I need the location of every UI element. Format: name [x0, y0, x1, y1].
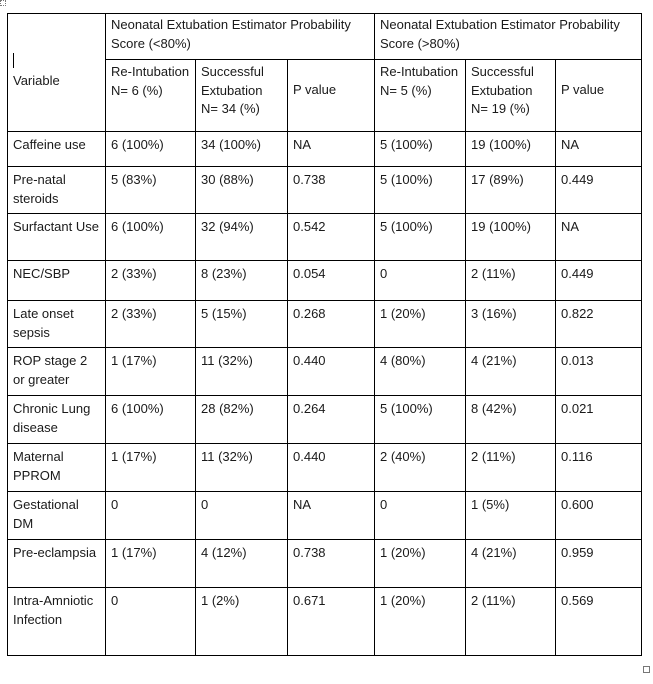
g2-reintubation-cell[interactable] [375, 348, 466, 396]
g2-pvalue-header-cell[interactable] [556, 60, 642, 132]
g2-reintubation-value: 5 (100%) [380, 401, 433, 416]
g1-reintubation-value: 0 [111, 593, 119, 608]
g1-successful-cell[interactable] [196, 492, 288, 540]
table-row [8, 261, 642, 301]
g2-reintubation-value: 1 (20%) [380, 306, 426, 321]
g1-pvalue-header-cell[interactable] [288, 60, 375, 132]
table-row [8, 301, 642, 348]
g2-successful-value: 19 (100%) [471, 219, 531, 234]
g2-reintubation-value: 1 (20%) [380, 593, 426, 608]
g2-successful-value: 17 (89%) [471, 172, 524, 187]
g2-successful-cell[interactable] [466, 214, 556, 261]
g2-pvalue-cell[interactable] [556, 540, 642, 588]
g1-successful-value: 8 (23%) [201, 266, 247, 281]
group2-header: Neonatal Extubation Estimator Probability Score (>80%) [380, 17, 620, 51]
g1-reintubation-value: 2 (33%) [111, 266, 157, 281]
table-row [8, 132, 642, 167]
g1-pvalue-value: 0.738 [293, 172, 326, 187]
g2-pvalue-value: 0.959 [561, 545, 594, 560]
g2-pvalue-value: 0.600 [561, 497, 594, 512]
g2-pvalue-value: 0.449 [561, 172, 594, 187]
table-row [8, 396, 642, 444]
g2-successful-cell[interactable] [466, 444, 556, 492]
g1-pvalue-cell[interactable] [288, 348, 375, 396]
g2-pvalue-value: 0.013 [561, 353, 594, 368]
g1-reintubation-cell[interactable] [106, 348, 196, 396]
g1-pvalue-cell[interactable] [288, 214, 375, 261]
g2-successful-cell[interactable] [466, 396, 556, 444]
g1-successful-value: 11 (32%) [201, 353, 253, 368]
variable-header: Variable [13, 72, 60, 88]
g2-reintubation-cell[interactable] [375, 214, 466, 261]
g2-reintubation-value: 0 [380, 266, 388, 281]
g2-pvalue-value: 0.569 [561, 593, 594, 608]
g2-successful-value: 2 (11%) [471, 449, 516, 464]
g1-pvalue-value: 0.738 [293, 545, 326, 560]
g2-pvalue-value: NA [561, 219, 580, 234]
variable-cell[interactable] [8, 444, 106, 492]
g1-successful-value: 32 (94%) [201, 219, 254, 234]
g1-pvalue-cell[interactable] [288, 167, 375, 214]
g2-pvalue-header: P value [561, 82, 605, 97]
g2-successful-value: 3 (16%) [471, 306, 517, 321]
g1-successful-value: 30 (88%) [201, 172, 254, 187]
g2-successful-header: Successful Extubation N= 19 (%) [471, 64, 534, 116]
g2-pvalue-cell[interactable] [556, 214, 642, 261]
variable-label: Pre-natal steroids [13, 172, 66, 206]
g1-pvalue-cell[interactable] [288, 132, 375, 167]
text-cursor [13, 53, 14, 68]
g2-pvalue-value: 0.449 [561, 266, 594, 281]
variable-label: ROP stage 2 or greater [13, 353, 88, 387]
g1-successful-cell[interactable] [196, 396, 288, 444]
g2-pvalue-cell[interactable] [556, 132, 642, 167]
variable-label: Gestational DM [13, 497, 79, 531]
g2-pvalue-cell[interactable] [556, 396, 642, 444]
variable-cell[interactable] [8, 588, 106, 656]
g1-pvalue-cell[interactable] [288, 301, 375, 348]
g2-pvalue-cell[interactable] [556, 444, 642, 492]
g1-successful-cell[interactable] [196, 261, 288, 301]
g2-reintubation-header-cell[interactable] [375, 60, 466, 132]
variable-cell[interactable] [8, 167, 106, 214]
variable-cell[interactable] [8, 261, 106, 301]
g2-reintubation-value: 5 (100%) [380, 172, 433, 187]
g2-pvalue-cell[interactable] [556, 301, 642, 348]
g1-reintubation-value: 1 (17%) [111, 545, 157, 560]
g1-reintubation-header: Re-Intubation N= 6 (%) [111, 64, 190, 98]
g2-reintubation-cell[interactable] [375, 540, 466, 588]
g2-reintubation-cell[interactable] [375, 444, 466, 492]
g1-pvalue-cell[interactable] [288, 396, 375, 444]
g2-reintubation-cell[interactable] [375, 588, 466, 656]
header-row-group [8, 14, 642, 60]
g2-reintubation-cell[interactable] [375, 396, 466, 444]
g2-successful-value: 8 (42%) [471, 401, 517, 416]
g2-reintubation-value: 2 (40%) [380, 449, 426, 464]
g1-reintubation-cell[interactable] [106, 261, 196, 301]
g2-pvalue-value: 0.822 [561, 306, 594, 321]
g2-reintubation-cell[interactable] [375, 261, 466, 301]
variable-cell[interactable] [8, 348, 106, 396]
g1-pvalue-cell[interactable] [288, 444, 375, 492]
g2-pvalue-value: NA [561, 137, 580, 152]
g2-successful-value: 4 (21%) [471, 353, 517, 368]
g1-successful-cell[interactable] [196, 214, 288, 261]
g1-successful-header: Successful Extubation N= 34 (%) [201, 64, 264, 116]
g1-successful-cell[interactable] [196, 167, 288, 214]
g1-successful-cell[interactable] [196, 444, 288, 492]
g2-successful-cell[interactable] [466, 261, 556, 301]
g2-successful-cell[interactable] [466, 588, 556, 656]
g2-reintubation-cell[interactable] [375, 492, 466, 540]
g1-reintubation-value: 0 [111, 497, 119, 512]
g2-pvalue-cell[interactable] [556, 588, 642, 656]
g1-successful-value: 1 (2%) [201, 593, 240, 608]
variable-cell[interactable] [8, 214, 106, 261]
variable-cell[interactable] [8, 396, 106, 444]
g2-reintubation-value: 5 (100%) [380, 137, 433, 152]
g2-pvalue-cell[interactable] [556, 167, 642, 214]
g2-successful-cell[interactable] [466, 540, 556, 588]
variable-label: NEC/SBP [13, 266, 71, 281]
g1-reintubation-cell[interactable] [106, 588, 196, 656]
table-row [8, 588, 642, 656]
g2-reintubation-value: 0 [380, 497, 388, 512]
table-row [8, 444, 642, 492]
g2-successful-cell[interactable] [466, 167, 556, 214]
table-move-handle[interactable] [0, 0, 6, 6]
g1-pvalue-cell[interactable] [288, 540, 375, 588]
g1-successful-value: 5 (15%) [201, 306, 247, 321]
g1-successful-cell[interactable] [196, 540, 288, 588]
g1-reintubation-cell[interactable] [106, 492, 196, 540]
g2-successful-cell[interactable] [466, 132, 556, 167]
variable-label: Chronic Lung disease [13, 401, 91, 435]
g2-reintubation-value: 5 (100%) [380, 219, 433, 234]
g2-reintubation-cell[interactable] [375, 167, 466, 214]
g2-reintubation-header: Re-Intubation N= 5 (%) [380, 64, 459, 98]
group1-header-cell[interactable] [106, 14, 375, 60]
g1-pvalue-value: NA [293, 497, 312, 512]
g1-successful-value: 34 (100%) [201, 137, 261, 152]
g2-pvalue-cell[interactable] [556, 348, 642, 396]
g2-reintubation-cell[interactable] [375, 132, 466, 167]
g2-successful-value: 2 (11%) [471, 266, 516, 281]
g1-pvalue-cell[interactable] [288, 492, 375, 540]
g2-successful-value: 4 (21%) [471, 545, 517, 560]
g1-successful-value: 11 (32%) [201, 449, 253, 464]
g1-pvalue-cell[interactable] [288, 588, 375, 656]
g1-pvalue-header: P value [293, 82, 337, 97]
g1-successful-value: 4 (12%) [201, 545, 247, 560]
g1-reintubation-value: 6 (100%) [111, 137, 164, 152]
g1-reintubation-cell[interactable] [106, 167, 196, 214]
g2-successful-header-cell[interactable] [466, 60, 556, 132]
g1-reintubation-header-cell[interactable] [106, 60, 196, 132]
g1-pvalue-value: 0.264 [293, 401, 326, 416]
g1-reintubation-cell[interactable] [106, 214, 196, 261]
table-resize-handle[interactable] [643, 666, 650, 673]
g1-reintubation-cell[interactable] [106, 301, 196, 348]
g2-successful-cell[interactable] [466, 348, 556, 396]
g2-pvalue-value: 0.021 [561, 401, 594, 416]
g1-pvalue-value: 0.671 [293, 593, 326, 608]
variable-cell[interactable] [8, 301, 106, 348]
g1-reintubation-value: 2 (33%) [111, 306, 157, 321]
table-row [8, 214, 642, 261]
group2-header-cell[interactable] [375, 14, 642, 60]
table-row [8, 540, 642, 588]
group1-header: Neonatal Extubation Estimator Probability Score (<80%) [111, 17, 351, 51]
g2-pvalue-value: 0.116 [561, 449, 593, 464]
variable-label: Pre-eclampsia [13, 545, 97, 560]
variable-header-cell[interactable] [8, 14, 106, 132]
g2-successful-value: 1 (5%) [471, 497, 510, 512]
g1-reintubation-value: 1 (17%) [111, 449, 157, 464]
g1-successful-value: 28 (82%) [201, 401, 254, 416]
g1-reintubation-value: 5 (83%) [111, 172, 157, 187]
table-row [8, 492, 642, 540]
variable-label: Caffeine use [13, 137, 86, 152]
g1-reintubation-cell[interactable] [106, 540, 196, 588]
g1-successful-header-cell[interactable] [196, 60, 288, 132]
table-row [8, 167, 642, 214]
g1-pvalue-value: 0.440 [293, 353, 326, 368]
g1-reintubation-value: 6 (100%) [111, 219, 164, 234]
g1-reintubation-cell[interactable] [106, 132, 196, 167]
g1-successful-cell[interactable] [196, 301, 288, 348]
g2-pvalue-cell[interactable] [556, 261, 642, 301]
g1-successful-cell[interactable] [196, 588, 288, 656]
variable-cell[interactable] [8, 492, 106, 540]
g2-successful-cell[interactable] [466, 492, 556, 540]
variable-label: Late onset sepsis [13, 306, 74, 340]
variable-label: Maternal PPROM [13, 449, 64, 483]
g1-successful-cell[interactable] [196, 132, 288, 167]
g2-reintubation-value: 1 (20%) [380, 545, 426, 560]
g1-pvalue-value: 0.054 [293, 266, 326, 281]
data-table [7, 13, 642, 656]
g1-reintubation-value: 6 (100%) [111, 401, 164, 416]
g1-pvalue-cell[interactable] [288, 261, 375, 301]
g1-reintubation-cell[interactable] [106, 444, 196, 492]
variable-cell[interactable] [8, 540, 106, 588]
table-row [8, 348, 642, 396]
g2-successful-value: 19 (100%) [471, 137, 531, 152]
g1-pvalue-value: 0.440 [293, 449, 326, 464]
g1-reintubation-value: 1 (17%) [111, 353, 157, 368]
g1-successful-value: 0 [201, 497, 209, 512]
g2-successful-cell[interactable] [466, 301, 556, 348]
variable-label: Intra-Amniotic Infection [13, 593, 94, 627]
g2-reintubation-value: 4 (80%) [380, 353, 426, 368]
g2-pvalue-cell[interactable] [556, 492, 642, 540]
g1-reintubation-cell[interactable] [106, 396, 196, 444]
g1-successful-cell[interactable] [196, 348, 288, 396]
variable-cell[interactable] [8, 132, 106, 167]
g1-pvalue-value: 0.268 [293, 306, 326, 321]
g1-pvalue-value: 0.542 [293, 219, 326, 234]
g2-reintubation-cell[interactable] [375, 301, 466, 348]
g1-pvalue-value: NA [293, 137, 312, 152]
g2-successful-value: 2 (11%) [471, 593, 516, 608]
variable-label: Surfactant Use [13, 219, 99, 234]
